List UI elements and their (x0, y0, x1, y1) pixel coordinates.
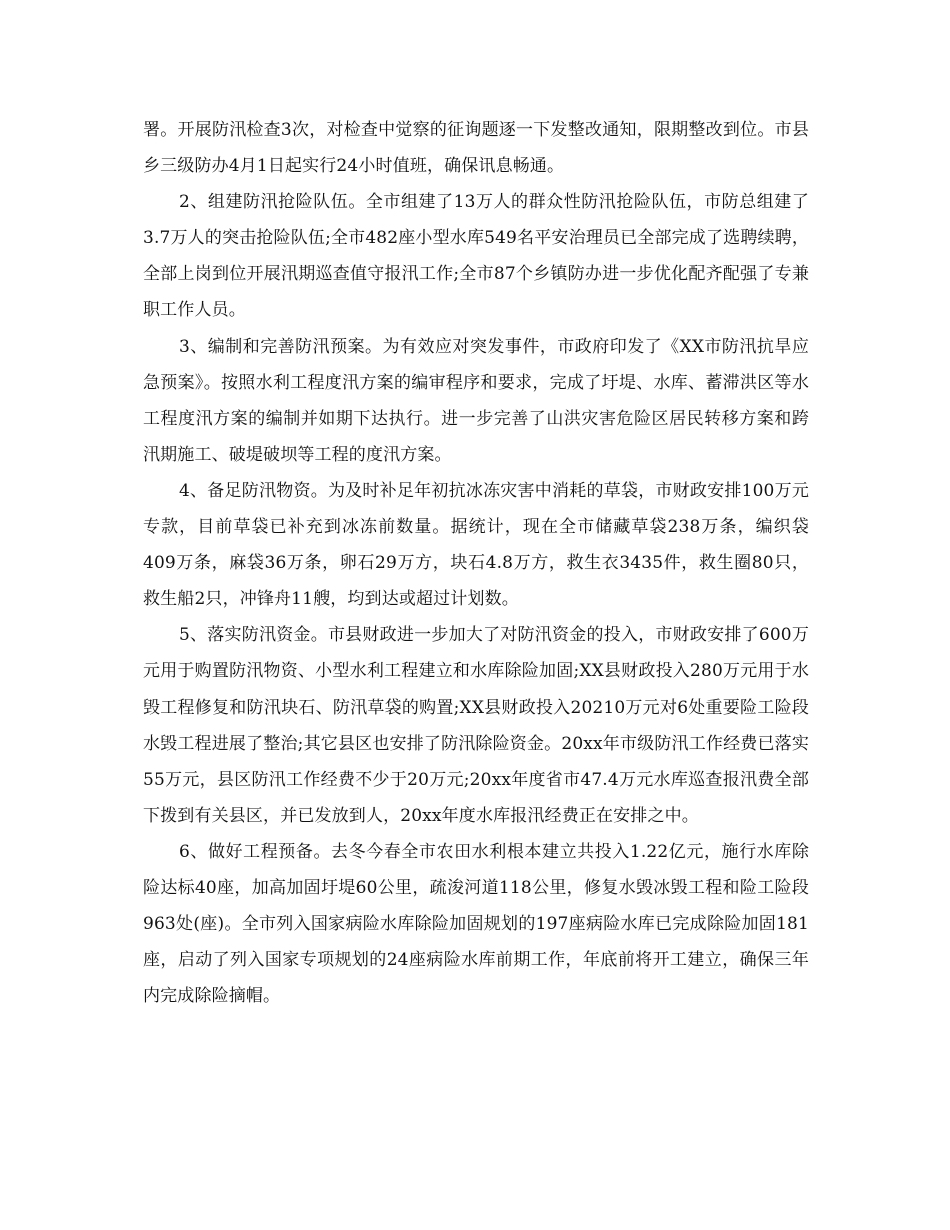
document-body (143, 112, 809, 1014)
paragraph-flood-plan: 3、编制和完善防汛预案。为有效应对突发事件，市政府印发了《XX市防汛抗旱应急预案》。按照水利工程度汛方案的编审程序和要求，完成了圩堤、水库、蓄滞洪区等水工程度汛方案的编制并如期下达执行。进一步完善了山洪灾害危险区居民转移方案和跨汛期施工、破堤破坝等工程的度汛方案。 (143, 336, 809, 465)
paragraph-flood-team: 2、组建防汛抢险队伍。全市组建了13万人的群众性防汛抢险队伍，市防总组建了3.7万人的突击抢险队伍;全市482座小型水库549名平安治理员已全部完成了选聘续聘，全部上岗到位开展汛期巡查值守报汛工作;全市87个乡镇防办进一步优化配齐配强了专兼职工作人员。 (143, 192, 809, 321)
paragraph-flood-materials: 4、备足防汛物资。为及时补足年初抗冰冻灾害中消耗的草袋，市财政安排100万元专款，目前草袋已补充到冰冻前数量。据统计，现在全市储藏草袋238万条，编织袋409万条，麻袋36万条，卵石29万方，块石4.8万方，救生衣3435件，救生圈80只，救生船2只，冲锋舟11艘，均到达或超过计划数。 (143, 480, 809, 610)
paragraph-flood-funds: 5、落实防汛资金。市县财政进一步加大了对防汛资金的投入，市财政安排了600万元用于购置防汛物资、小型水利工程建立和水库除险加固;XX县财政投入280万元用于水毁工程修复和防汛块石、防汛草袋的购置;XX县财政投入20210万元对6处重要险工险段水毁工程进展了整治;其它县区也安排了防汛除险资金。20xx年市级防汛工作经费已落实55万元，县区防汛工作经费不少于20万元;20xx年度省市47.4万元水库巡查报汛费全部下拨到有关县区，并已发放到人，20xx年度水库报汛经费正在安排之中。 (143, 625, 809, 826)
paragraph-continuation: 署。开展防汛检查3次，对检查中觉察的征询题逐一下发整改通知，限期整改到位。市县乡三级防办4月1日起实行24小时值班，确保讯息畅通。 (143, 120, 809, 177)
paragraph-engineering-prep: 6、做好工程预备。去冬今春全市农田水利根本建立共投入1.22亿元，施行水库除险达标40座，加高加固圩堤60公里，疏浚河道118公里，修复水毁冰毁工程和险工险段963处(座)。全市列入国家病险水库除险加固规划的197座病险水库已完成除险加固181座，启动了列入国家专项规划的24座病险水库前期工作，年底前将开工建立，确保三年内完成除险摘帽。 (143, 841, 809, 1007)
